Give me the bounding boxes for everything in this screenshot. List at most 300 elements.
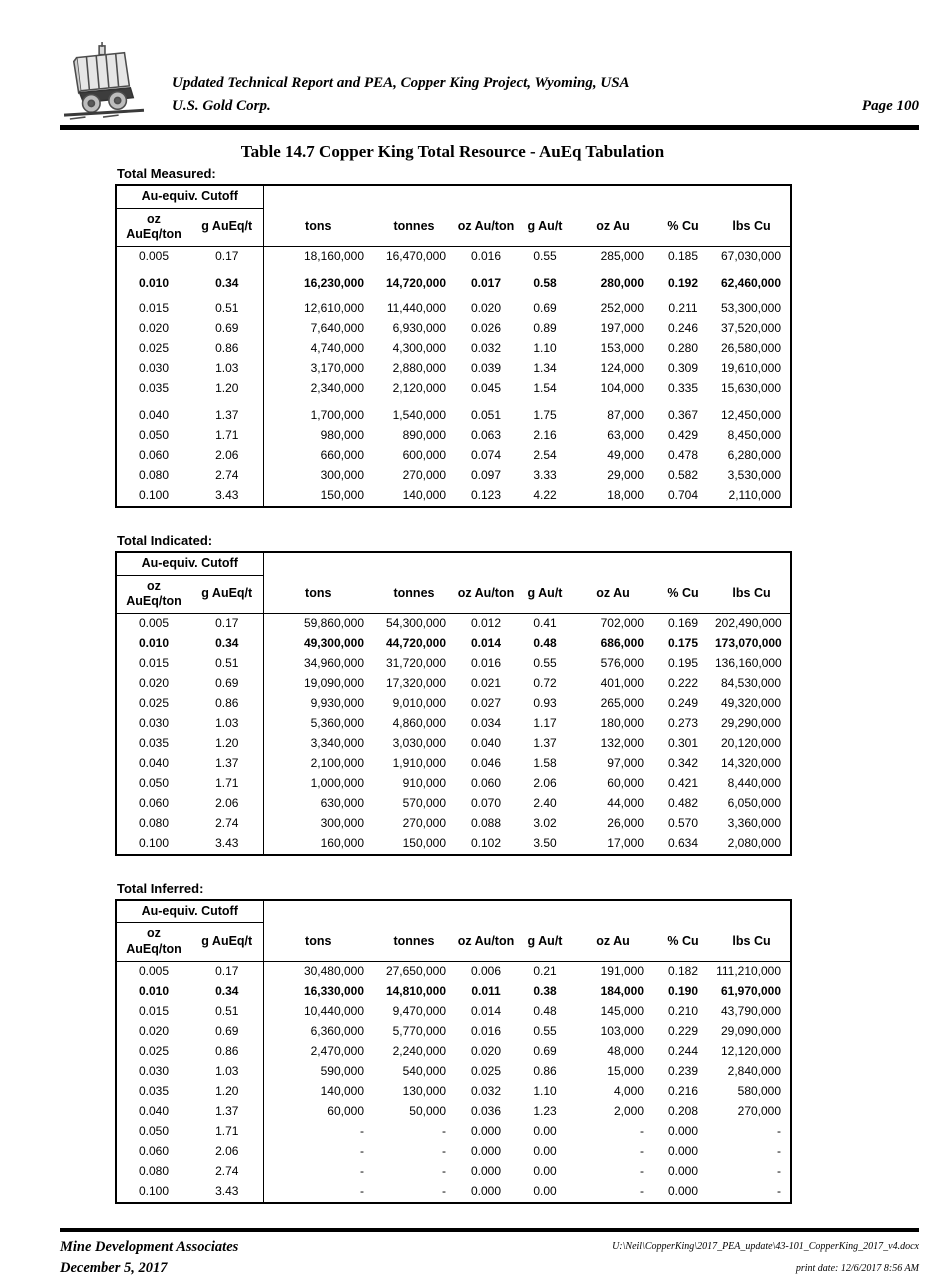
blank-header-cell [263, 552, 791, 575]
table-cell: 7,640,000 [310, 320, 364, 335]
table-cell: 0.063 [470, 428, 502, 443]
table-cell: 0.000 [667, 1164, 699, 1179]
table-cell: 0.478 [667, 448, 699, 463]
table-cell: 1.58 [533, 756, 557, 771]
table-cell: - [442, 1124, 446, 1139]
table-cell: 0.89 [533, 320, 557, 335]
table-cell: 26,000 [607, 816, 644, 831]
table-cell: 14,720,000 [385, 275, 446, 290]
table-row [116, 296, 791, 319]
table-cell: 26,580,000 [720, 340, 782, 355]
table-cell: 0.21 [533, 964, 557, 979]
table-cell: 1.71 [191, 426, 263, 446]
table-cell: 1.54 [533, 380, 557, 395]
table-cell: 0.030 [138, 360, 170, 375]
table-cell: 6,930,000 [392, 320, 446, 335]
cutoff-header: Au-equiv. Cutoff [116, 185, 263, 208]
column-header: oz Au [573, 575, 653, 613]
table-cell: 280,000 [600, 275, 644, 290]
page-number: Page 100 [861, 97, 919, 114]
column-header: oz Au [573, 923, 653, 961]
table-row [116, 267, 791, 296]
table-cell: 16,330,000 [303, 984, 364, 999]
table-cell: 2.54 [533, 448, 557, 463]
table-cell: 0.69 [533, 300, 557, 315]
table-cell: 3.33 [533, 468, 557, 483]
table-cell: 2,880,000 [392, 360, 446, 375]
table-cell: 60,000 [607, 776, 644, 791]
table-cell: 0.074 [470, 448, 502, 463]
table-cell: 0.17 [191, 613, 263, 634]
table-row [116, 774, 791, 794]
table-cell: 252,000 [600, 300, 644, 315]
table-cell: 580,000 [737, 1084, 782, 1099]
column-header: oz Au/ton [455, 208, 517, 246]
table-cell: 0.309 [667, 360, 699, 375]
table-row [116, 1162, 791, 1182]
table-cell: 0.86 [191, 694, 263, 714]
table-cell: - [360, 1184, 364, 1199]
document-page [0, 42, 935, 1277]
table-row [116, 486, 791, 507]
table-cell: 37,520,000 [720, 320, 782, 335]
table-cell: 2,110,000 [728, 488, 782, 503]
table-row [116, 318, 791, 338]
table-cell: 191,000 [600, 964, 644, 979]
indicated-table [115, 551, 792, 856]
table-cell: 0.025 [138, 696, 170, 711]
footer-company: Mine Development Associates [60, 1238, 239, 1255]
table-cell: 0.246 [667, 320, 699, 335]
table-cell: 0.016 [470, 1024, 502, 1039]
table-row [116, 246, 791, 267]
table-cell: 910,000 [402, 776, 446, 791]
table-cell: 2.40 [533, 796, 557, 811]
table-cell: 0.100 [138, 488, 170, 503]
table-cell: 5,770,000 [392, 1024, 446, 1039]
table-cell: 67,030,000 [720, 249, 782, 264]
table-cell: 9,930,000 [310, 696, 364, 711]
table-cell: 0.000 [470, 1144, 502, 1159]
column-header: lbs Cu [713, 208, 791, 246]
table-cell: 660,000 [320, 448, 364, 463]
table-row [116, 338, 791, 358]
table-cell: 1.20 [191, 734, 263, 754]
indicated-section [115, 533, 790, 856]
column-header: oz Au/ton [455, 923, 517, 961]
table-row [116, 613, 791, 634]
table-cell: 3,030,000 [392, 736, 446, 751]
table-cell: 0.48 [533, 636, 557, 651]
column-header: oz AuEq/ton [116, 575, 191, 613]
table-cell: 20,120,000 [720, 736, 782, 751]
table-cell: 0.050 [138, 428, 170, 443]
table-cell: 16,470,000 [385, 249, 446, 264]
table-cell: 0.175 [667, 636, 699, 651]
footer-file-path: U:\Neil\CopperKing\2017_PEA_update\43-101_CopperKing_2017_v4.docx [612, 1240, 919, 1252]
table-cell: 11,440,000 [386, 300, 446, 315]
column-header: tonnes [373, 923, 455, 961]
table-row [116, 694, 791, 714]
table-cell: 0.69 [191, 1022, 263, 1042]
table-cell: 0.014 [470, 636, 502, 651]
section-label-inferred: Total Inferred: [117, 880, 204, 896]
table-row [116, 714, 791, 734]
table-cell: 50,000 [409, 1104, 446, 1119]
table-cell: 0.040 [470, 736, 502, 751]
table-cell: 270,000 [402, 816, 446, 831]
table-cell: 1.03 [191, 714, 263, 734]
table-cell: 0.239 [667, 1064, 699, 1079]
table-cell: 44,000 [607, 796, 644, 811]
table-row [116, 358, 791, 378]
table-cell: 12,610,000 [303, 300, 364, 315]
column-header: g Au/t [517, 575, 573, 613]
table-cell: 0.050 [138, 1124, 170, 1139]
table-cell: 44,720,000 [385, 636, 446, 651]
table-cell: 6,050,000 [727, 796, 782, 811]
table-title: Table 14.7 Copper King Total Resource - AuEq Tabulation [240, 142, 665, 161]
table-cell: 0.032 [470, 340, 502, 355]
table-cell: 0.060 [138, 448, 170, 463]
table-cell: 0.34 [191, 634, 263, 654]
table-cell: - [777, 1144, 782, 1159]
table-cell: 132,000 [600, 736, 644, 751]
column-header: % Cu [653, 575, 713, 613]
table-cell: 0.482 [667, 796, 699, 811]
table-cell: 0.301 [667, 736, 699, 751]
table-cell: 0.070 [470, 796, 502, 811]
table-cell: 0.570 [667, 816, 699, 831]
cutoff-header: Au-equiv. Cutoff [116, 900, 263, 923]
table-cell: 1,700,000 [310, 408, 364, 423]
table-cell: 1.37 [191, 398, 263, 426]
table-row [116, 1122, 791, 1142]
table-row [116, 674, 791, 694]
table-cell: 0.00 [533, 1124, 557, 1139]
table-cell: - [777, 1124, 782, 1139]
table-cell: 2,000 [613, 1104, 644, 1119]
column-header: g Au/t [517, 208, 573, 246]
table-cell: 19,090,000 [303, 676, 364, 691]
table-cell: 18,160,000 [303, 249, 364, 264]
table-cell: 5,360,000 [310, 716, 364, 731]
table-cell: 0.080 [138, 1164, 170, 1179]
column-header: oz AuEq/ton [116, 923, 191, 961]
table-cell: 0.211 [668, 300, 698, 315]
table-cell: 111,210,000 [716, 964, 782, 979]
table-cell: 0.69 [191, 674, 263, 694]
table-cell: 15,000 [607, 1064, 644, 1079]
table-row [116, 754, 791, 774]
table-cell: 0.000 [667, 1184, 699, 1199]
table-cell: 0.025 [138, 1044, 170, 1059]
column-header: g Au/t [517, 923, 573, 961]
table-cell: 4.22 [533, 488, 557, 503]
table-cell: 300,000 [320, 468, 364, 483]
table-cell: 2,470,000 [310, 1044, 364, 1059]
table-row [116, 982, 791, 1002]
table-cell: 0.030 [138, 716, 170, 731]
table-cell: 570,000 [402, 796, 446, 811]
table-cell: 401,000 [600, 676, 644, 691]
table-cell: 0.38 [533, 984, 557, 999]
table-cell: 0.011 [471, 984, 501, 999]
table-body [116, 961, 791, 1203]
table-cell: 43,790,000 [720, 1004, 782, 1019]
table-cell: 702,000 [600, 616, 644, 631]
column-header: tonnes [373, 575, 455, 613]
table-row [116, 1042, 791, 1062]
table-cell: 0.216 [667, 1084, 699, 1099]
table-cell: 97,000 [607, 756, 644, 771]
table-cell: 2.74 [191, 1162, 263, 1182]
table-cell: 6,360,000 [310, 1024, 364, 1039]
table-cell: 630,000 [320, 796, 364, 811]
table-cell: 87,000 [607, 408, 644, 423]
table-cell: 9,010,000 [392, 696, 446, 711]
column-header: % Cu [653, 923, 713, 961]
table-cell: 0.040 [138, 1104, 170, 1119]
table-cell: 1.03 [191, 358, 263, 378]
table-cell: - [640, 1124, 644, 1139]
table-cell: 104,000 [600, 380, 644, 395]
table-cell: 60,000 [327, 1104, 364, 1119]
column-header-row [116, 575, 791, 613]
table-cell: 49,320,000 [720, 696, 782, 711]
table-cell: 0.020 [470, 300, 502, 315]
table-cell: 2,100,000 [310, 756, 364, 771]
table-cell: 150,000 [402, 836, 446, 851]
table-cell: 197,000 [600, 320, 644, 335]
table-cell: 0.097 [470, 468, 502, 483]
table-cell: 0.51 [191, 654, 263, 674]
table-cell: 2,240,000 [392, 1044, 446, 1059]
table-cell: 0.86 [191, 1042, 263, 1062]
table-row [116, 734, 791, 754]
column-header: oz Au [573, 208, 653, 246]
table-cell: 0.005 [138, 616, 170, 631]
table-cell: 2.06 [191, 794, 263, 814]
table-cell: 184,000 [600, 984, 644, 999]
table-cell: 0.000 [470, 1124, 502, 1139]
table-cell: 4,740,000 [310, 340, 364, 355]
table-cell: 0.208 [667, 1104, 699, 1119]
cutoff-header-row [116, 552, 791, 575]
table-cell: - [360, 1124, 364, 1139]
table-row [116, 794, 791, 814]
table-cell: 0.000 [667, 1124, 699, 1139]
table-cell: 0.010 [138, 636, 170, 651]
table-cell: 29,090,000 [720, 1024, 782, 1039]
table-cell: 0.17 [191, 246, 263, 267]
table-cell: 29,000 [607, 468, 644, 483]
table-cell: 0.027 [470, 696, 502, 711]
table-cell: - [640, 1164, 644, 1179]
table-cell: 0.025 [138, 340, 170, 355]
table-cell: - [640, 1144, 644, 1159]
table-cell: 0.014 [470, 1004, 502, 1019]
page-footer [60, 1237, 919, 1280]
table-cell: 270,000 [737, 1104, 782, 1119]
report-title: Updated Technical Report and PEA, Copper King Project, Wyoming, USA [172, 74, 630, 91]
table-cell: 0.55 [533, 656, 557, 671]
blank-header-cell [263, 900, 791, 923]
table-row [116, 398, 791, 426]
table-cell: 0.72 [533, 676, 557, 691]
table-cell: 0.34 [191, 267, 263, 296]
table-cell: 890,000 [402, 428, 446, 443]
table-cell: 140,000 [402, 488, 446, 503]
table-cell: 2,080,000 [727, 836, 782, 851]
table-cell: 0.69 [191, 318, 263, 338]
table-cell: 0.032 [470, 1084, 502, 1099]
table-row [116, 1142, 791, 1162]
cutoff-header-row [116, 185, 791, 208]
table-cell: 0.012 [470, 616, 502, 631]
table-cell: 202,490,000 [715, 616, 782, 631]
table-cell: 49,300,000 [303, 636, 364, 651]
table-cell: 1.17 [533, 716, 557, 731]
table-cell: 2,840,000 [727, 1064, 782, 1079]
table-cell: 3.43 [191, 834, 263, 855]
table-cell: 61,970,000 [720, 984, 782, 999]
cutoff-header-row [116, 900, 791, 923]
footer-date: December 5, 2017 [60, 1260, 168, 1277]
table-cell: 0.006 [470, 964, 502, 979]
table-cell: 0.34 [191, 982, 263, 1002]
table-cell: 0.229 [667, 1024, 699, 1039]
table-cell: 0.17 [191, 961, 263, 982]
column-header: tons [263, 923, 373, 961]
table-cell: 0.222 [667, 676, 699, 691]
table-cell: 0.634 [667, 836, 699, 851]
table-cell: 0.100 [138, 836, 170, 851]
table-row [116, 1102, 791, 1122]
table-cell: 4,300,000 [392, 340, 446, 355]
table-cell: 173,070,000 [715, 636, 782, 651]
header-rule [60, 125, 919, 130]
table-cell: 30,480,000 [303, 964, 364, 979]
table-cell: 686,000 [600, 636, 644, 651]
table-cell: 1.75 [533, 408, 557, 423]
table-cell: 15,630,000 [720, 380, 782, 395]
table-cell: 124,000 [600, 360, 644, 375]
table-row [116, 1002, 791, 1022]
table-cell: 17,000 [607, 836, 644, 851]
table-cell: 1.71 [191, 774, 263, 794]
table-cell: 0.015 [138, 300, 170, 315]
column-header: oz AuEq/ton [116, 208, 191, 246]
table-cell: 1.03 [191, 1062, 263, 1082]
table-cell: 0.000 [470, 1164, 502, 1179]
table-cell: 0.020 [138, 320, 170, 335]
table-cell: 19,610,000 [720, 360, 782, 375]
table-cell: 0.088 [470, 816, 502, 831]
table-cell: 0.195 [667, 656, 699, 671]
table-row [116, 1022, 791, 1042]
table-cell: 0.035 [138, 380, 170, 395]
table-cell: 16,230,000 [303, 275, 364, 290]
table-cell: 0.040 [138, 756, 170, 771]
table-cell: 53,300,000 [720, 300, 782, 315]
table-cell: 1,000,000 [310, 776, 364, 791]
table-cell: 0.48 [533, 1004, 557, 1019]
table-cell: 2.74 [191, 466, 263, 486]
table-cell: 0.046 [470, 756, 502, 771]
table-cell: 0.000 [667, 1144, 699, 1159]
table-cell: 180,000 [600, 716, 644, 731]
table-row [116, 378, 791, 398]
table-cell: 17,320,000 [385, 676, 446, 691]
table-cell: 0.016 [470, 249, 502, 264]
table-cell: 3,340,000 [310, 736, 364, 751]
table-cell: 18,000 [607, 488, 644, 503]
table-cell: 0.00 [533, 1144, 557, 1159]
table-cell: 2.16 [533, 428, 557, 443]
table-cell: 0.58 [533, 275, 557, 290]
table-cell: 0.55 [533, 1024, 557, 1039]
inferred-section [115, 881, 790, 1204]
section-label-indicated: Total Indicated: [117, 532, 213, 548]
inferred-table [115, 899, 792, 1204]
table-cell: 153,000 [600, 340, 644, 355]
table-cell: 1.37 [191, 754, 263, 774]
table-cell: 0.00 [533, 1184, 557, 1199]
table-row [116, 1062, 791, 1082]
table-cell: 8,450,000 [727, 428, 782, 443]
table-cell: 0.045 [470, 380, 502, 395]
table-cell: 0.020 [138, 1024, 170, 1039]
table-cell: - [777, 1184, 782, 1199]
company-name: U.S. Gold Corp. [172, 97, 271, 114]
table-cell: 0.050 [138, 776, 170, 791]
table-cell: 0.244 [667, 1044, 699, 1059]
table-cell: 0.036 [470, 1104, 502, 1119]
cutoff-header: Au-equiv. Cutoff [116, 552, 263, 575]
column-header-row [116, 923, 791, 961]
table-cell: - [442, 1184, 446, 1199]
table-cell: 10,440,000 [303, 1004, 364, 1019]
table-cell: 0.51 [191, 296, 263, 319]
table-row [116, 466, 791, 486]
table-cell: 0.102 [470, 836, 502, 851]
table-cell: 270,000 [402, 468, 446, 483]
table-cell: 0.100 [138, 1184, 170, 1199]
table-cell: 1.34 [533, 360, 557, 375]
table-cell: 103,000 [600, 1024, 644, 1039]
table-cell: 150,000 [320, 488, 364, 503]
table-cell: 1,910,000 [392, 756, 446, 771]
table-cell: 12,450,000 [720, 408, 782, 423]
table-cell: 0.192 [667, 275, 699, 290]
table-cell: 0.040 [138, 408, 170, 423]
table-cell: 1.10 [533, 1084, 557, 1099]
table-cell: - [640, 1184, 644, 1199]
table-cell: 6,280,000 [727, 448, 782, 463]
table-cell: 0.025 [470, 1064, 502, 1079]
blank-header-cell [263, 185, 791, 208]
table-cell: 0.039 [470, 360, 502, 375]
table-cell: - [360, 1164, 364, 1179]
column-header: g AuEq/t [191, 575, 263, 613]
table-row [116, 1182, 791, 1203]
table-cell: 14,320,000 [720, 756, 782, 771]
table-cell: 27,650,000 [385, 964, 446, 979]
table-cell: 540,000 [402, 1064, 446, 1079]
table-cell: 0.080 [138, 468, 170, 483]
table-row [116, 446, 791, 466]
